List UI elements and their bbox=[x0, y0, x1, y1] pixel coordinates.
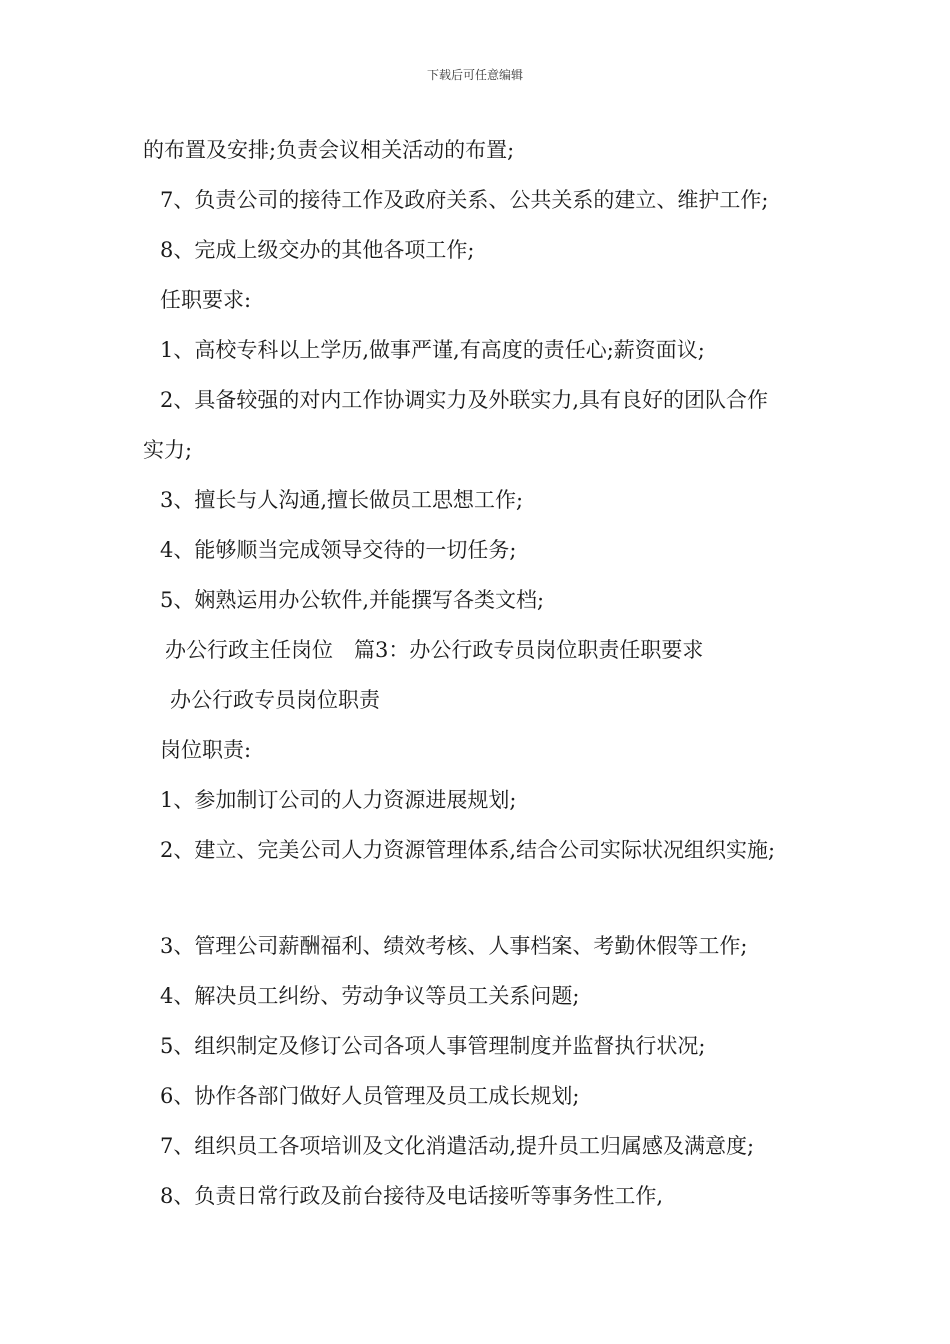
body-line: 8、完成上级交办的其他各项工作; bbox=[160, 238, 475, 262]
section-subtitle: 办公行政专员岗位职责 bbox=[170, 688, 380, 712]
body-line: 6、协作各部门做好人员管理及员工成长规划; bbox=[160, 1084, 580, 1108]
body-line: 3、擅长与人沟通,擅长做员工思想工作; bbox=[160, 488, 524, 512]
body-line: 1、参加制订公司的人力资源进展规划; bbox=[160, 788, 517, 812]
body-line: 实力; bbox=[143, 438, 193, 462]
body-line: 8、负责日常行政及前台接待及电话接听等事务性工作, bbox=[160, 1184, 664, 1208]
body-line: 4、能够顺当完成领导交待的一切任务; bbox=[160, 538, 517, 562]
section-heading: 岗位职责: bbox=[160, 738, 252, 762]
body-line: 2、具备较强的对内工作协调实力及外联实力,具有良好的团队合作 bbox=[160, 388, 769, 412]
body-line: 5、组织制定及修订公司各项人事管理制度并监督执行状况; bbox=[160, 1034, 706, 1058]
section-title: 办公行政主任岗位 篇3：办公行政专员岗位职责任职要求 bbox=[165, 638, 704, 662]
body-line: 的布置及安排;负责会议相关活动的布置; bbox=[143, 138, 515, 162]
body-line: 7、负责公司的接待工作及政府关系、公共关系的建立、维护工作; bbox=[160, 188, 769, 212]
body-line: 2、建立、完美公司人力资源管理体系,结合公司实际状况组织实施; bbox=[160, 838, 776, 862]
body-line: 7、组织员工各项培训及文化消遣活动,提升员工归属感及满意度; bbox=[160, 1134, 755, 1158]
page-header: 下载后可任意编辑 bbox=[426, 68, 523, 82]
body-line: 3、管理公司薪酬福利、绩效考核、人事档案、考勤休假等工作; bbox=[160, 934, 748, 958]
body-line: 5、娴熟运用办公软件,并能撰写各类文档; bbox=[160, 588, 545, 612]
section-heading: 任职要求: bbox=[160, 288, 252, 312]
body-line: 4、解决员工纠纷、劳动争议等员工关系问题; bbox=[160, 984, 580, 1008]
body-line: 1、高校专科以上学历,做事严谨,有高度的责任心;薪资面议; bbox=[160, 338, 705, 362]
